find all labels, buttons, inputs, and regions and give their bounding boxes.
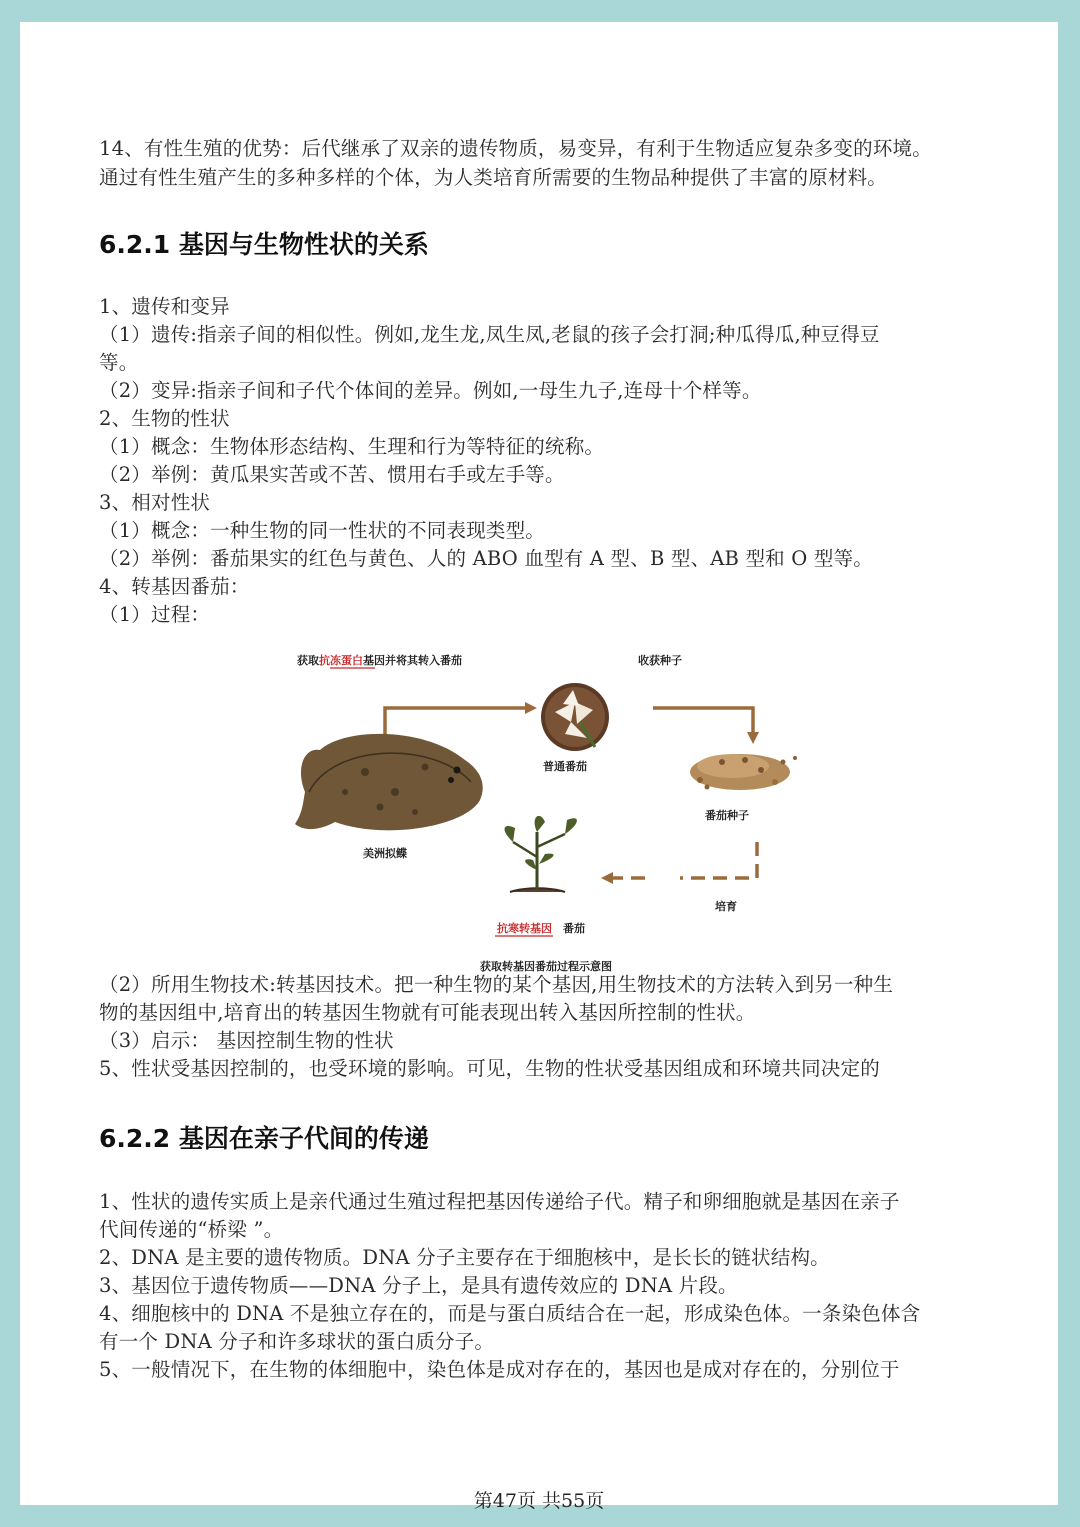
transgenic-tomato-diagram [275,642,795,973]
text-line: 4、细胞核中的 DNA 不是独立存在的，而是与蛋白质结合在一起，形成染色体。一条染色体含 [99,1302,921,1325]
paragraph-line: 通过有性生殖产生的多种多样的个体，为人类培育所需要的生物品种提供了丰富的原材料。 [99,166,888,189]
text-line: （2）变异:指亲子间和子代个体间的差异。例如,一母生九子,连母十个样等。 [99,379,762,402]
arrow-seeds-to-plant [680,842,757,878]
diagram-label-tomato: 番茄 [563,922,585,935]
text-line: 等。 [99,351,139,374]
text-line: 2、生物的性状 [99,407,230,430]
diagram-label-fish: 美洲拟鲽 [363,847,407,860]
text-line: 2、DNA 是主要的遗传物质。DNA 分子主要存在于细胞核中，是长长的链状结构。 [99,1246,830,1269]
tomato-flower-image [541,683,609,751]
text-line: 3、基因位于遗传物质——DNA 分子上，是具有遗传效应的 DNA 片段。 [99,1274,738,1297]
arrow-head-icon [601,872,613,884]
transgenic-plant-image [505,816,577,892]
text-line: 4、转基因番茄： [99,575,250,598]
paragraph-line: 14、有性生殖的优势：后代继承了双亲的遗传物质，易变异，有利于生物适应复杂多变的环境。 [99,137,932,160]
diagram-caption: 获取转基因番茄过程示意图 [480,960,612,973]
diagram-label-cultivate: 培育 [715,900,737,913]
text-line: 3、相对性状 [99,491,211,514]
text-line: 5、一般情况下，在生物的体细胞中，染色体是成对存在的，基因也是成对存在的，分别位于 [99,1358,900,1381]
section-heading: 6.2.1 基因与生物性状的关系 [99,230,429,259]
arrow-head-icon [747,732,759,744]
section-heading: 6.2.2 基因在亲子代间的传递 [99,1124,429,1153]
text-line: （2）举例：番茄果实的红色与黄色、人的 ABO 血型有 A 型、B 型、AB 型和 O 型等。 [99,547,873,570]
arrow-head-icon [525,702,537,714]
text-line: 有一个 DNA 分子和许多球状的蛋白质分子。 [99,1330,495,1353]
text-line: （1）概念：生物体形态结构、生理和行为等特征的统称。 [99,435,605,458]
text-line: 物的基因组中,培育出的转基因生物就有可能表现出转入基因所控制的性状。 [99,1001,756,1024]
arrow-tomato-to-seeds [653,708,753,732]
text-line: （3）启示： 基因控制生物的性状 [99,1029,394,1052]
text-line: （2）所用生物技术:转基因技术。把一种生物的某个基因,用生物技术的方法转入到另一种生 [99,973,894,996]
text-line: 1、遗传和变异 [99,295,230,318]
text-line: 代间传递的“桥梁 ”。 [99,1218,284,1241]
diagram-label-transgenic: 抗寒转基因 [497,922,552,935]
text-line: （1）概念：一种生物的同一性状的不同表现类型。 [99,519,546,542]
diagram-label-harvest: 收获种子 [638,654,682,667]
page-footer: 第47页 共55页 [473,1490,605,1512]
diagram-label-get: 获取抗冻蛋白基因并将其转入番茄 [297,654,462,667]
document-page [20,22,1058,1512]
diagram-label-seeds: 番茄种子 [705,809,749,822]
diagram-label-normal-tomato: 普通番茄 [543,760,587,773]
tomato-seeds-image [690,754,797,790]
text-line: 5、性状受基因控制的，也受环境的影响。可见，生物的性状受基因组成和环境共同决定的 [99,1057,880,1080]
text-line: （1）遗传:指亲子间的相似性。例如,龙生龙,凤生凤,老鼠的孩子会打洞;种瓜得瓜,种豆得豆 [99,323,880,346]
text-line: （1）过程： [99,603,211,626]
text-line: 1、性状的遗传实质上是亲代通过生殖过程把基因传递给子代。精子和卵细胞就是基因在亲子 [99,1190,900,1213]
text-line: （2）举例：黄瓜果实苦或不苦、惯用右手或左手等。 [99,463,565,486]
flounder-fish-image [295,734,483,830]
